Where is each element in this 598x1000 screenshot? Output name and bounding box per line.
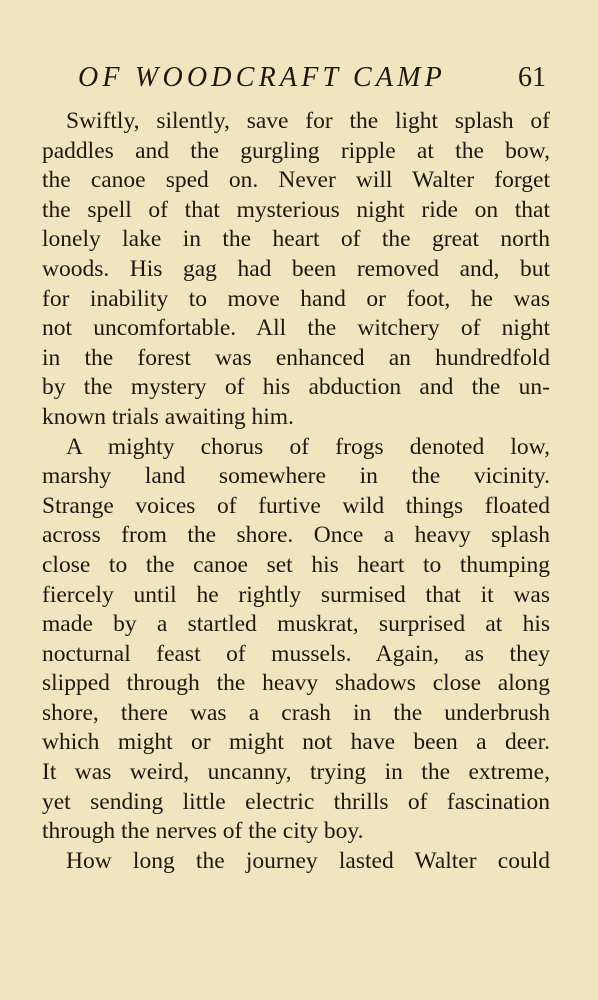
text-line: How long the journey lasted Walter could <box>66 847 550 874</box>
text-line: paddles and the gurgling ripple at the bow, <box>42 137 550 164</box>
paragraph-3 <box>42 847 550 877</box>
running-title: OF WOODCRAFT CAMP <box>78 62 446 93</box>
body-text <box>42 107 550 876</box>
text-line: lonely lake in the heart of the great north <box>42 226 550 253</box>
text-line: in the forest was enhanced an hundredfold <box>42 344 550 371</box>
text-line: Swiftly, silently, save for the light splash of <box>66 108 550 134</box>
text-line: shore, there was a crash in the underbrush <box>42 699 550 726</box>
text-line: woods. His gag had been removed and, but <box>42 255 550 282</box>
text-line: marshy land somewhere in the vicinity. <box>42 463 550 490</box>
text-line: yet sending little electric thrills of fascination <box>42 788 550 815</box>
text-line: fiercely until he rightly surmised that it was <box>42 581 550 608</box>
text-line: nocturnal feast of mussels. Again, as they <box>42 640 550 667</box>
text-line: across from the shore. Once a heavy splash <box>42 522 550 549</box>
text-line: the spell of that mysterious night ride on that <box>42 196 550 223</box>
text-line: Strange voices of furtive wild things floated <box>42 492 550 519</box>
text-line: by the mystery of his abduction and the un- <box>42 374 550 401</box>
text-line: through the nerves of the city boy. <box>42 818 364 845</box>
text-line: made by a startled muskrat, surprised at his <box>42 611 550 638</box>
text-line: not uncomfortable. All the witchery of night <box>42 315 550 342</box>
text-line: for inability to move hand or foot, he was <box>42 285 550 312</box>
text-line: which might or might not have been a deer. <box>42 729 550 756</box>
text-line: the canoe sped on. Never will Walter forget <box>42 167 550 194</box>
text-line: It was weird, uncanny, trying in the extreme, <box>42 759 550 786</box>
text-line: close to the canoe set his heart to thumping <box>42 551 550 578</box>
running-head <box>78 58 546 98</box>
text-line: slipped through the heavy shadows close along <box>42 670 550 697</box>
paragraph-1 <box>42 107 550 433</box>
paragraph-2 <box>42 433 550 847</box>
text-line: known trials awaiting him. <box>42 403 294 430</box>
text-line: A mighty chorus of frogs denoted low, <box>66 433 550 460</box>
page-number: 61 <box>518 62 546 93</box>
